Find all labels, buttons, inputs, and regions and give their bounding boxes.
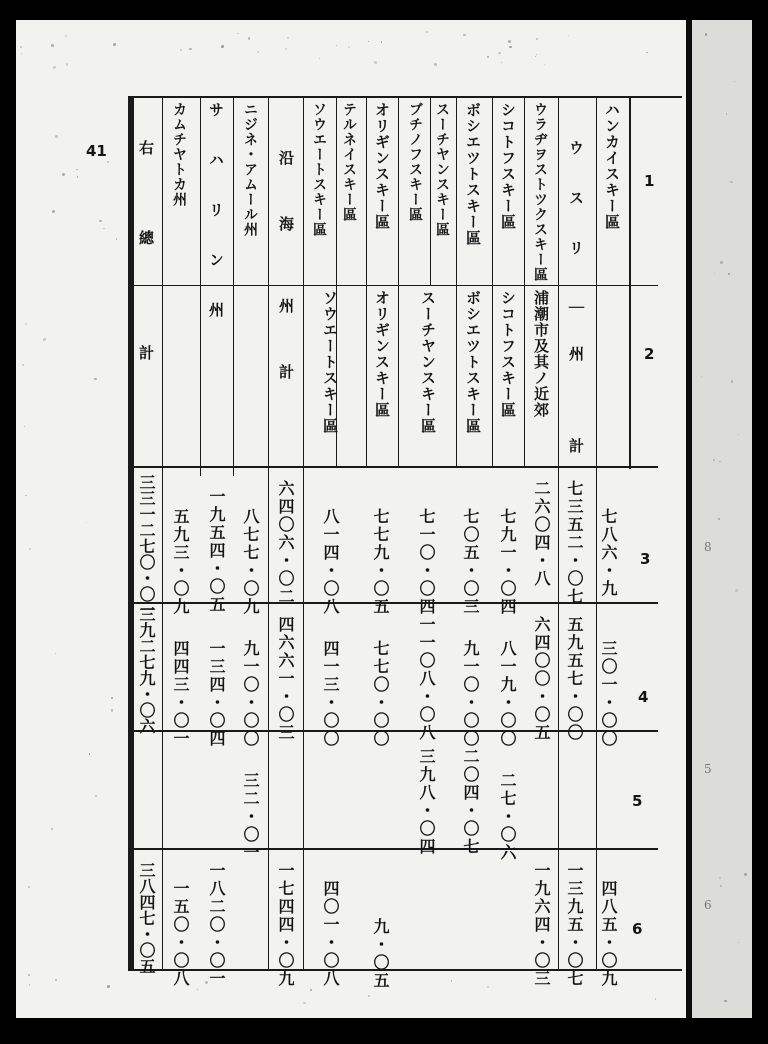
value-cell: 三九二七九・〇六 (137, 606, 156, 734)
value-cell: 一三九五・〇七 (565, 862, 584, 988)
scan-speck (24, 426, 25, 427)
value-cell: 四六六一・〇三 (276, 616, 295, 742)
scan-speck (720, 885, 722, 887)
row-label: サ ハ リ ン 州 (207, 102, 225, 327)
row-separator (398, 96, 399, 468)
row-separator (456, 96, 457, 468)
value-cell: 一五〇・〇八 (171, 880, 190, 988)
row-label: カムチヤトカ州 (171, 102, 187, 207)
col2-label: 浦潮市及其ノ近郊 (532, 290, 550, 418)
value-cell: 二七・〇六 (498, 772, 517, 862)
strip-mark: 5 (704, 762, 712, 776)
scan-speck (29, 984, 30, 985)
scan-speck (51, 44, 53, 46)
col2-label: 計 (277, 364, 295, 380)
scan-speck (197, 989, 198, 990)
row-label: ボシエツトスキー區 (464, 102, 482, 246)
scan-speck (248, 37, 250, 39)
row-label: ウラヂヲストツクスキー區 (532, 102, 548, 282)
value-cell: 七七九・〇五 (371, 508, 390, 616)
value-cell: 四一三・〇〇 (321, 640, 340, 748)
col2-label: シコトフスキー區 (499, 290, 517, 418)
value-cell: 七七〇・〇〇 (371, 640, 390, 748)
row-label: ウ ス リ (567, 140, 585, 265)
column-number: 1 (644, 172, 655, 190)
row-separator (366, 96, 367, 468)
value-cell: 三三一二七〇・〇一 (137, 474, 156, 618)
scan-speck (53, 66, 56, 69)
col2-label: 州 (277, 298, 295, 314)
scan-speck (65, 35, 67, 37)
strip-mark: 6 (704, 898, 712, 912)
scan-speck (55, 653, 56, 654)
col2-label: スーチヤンスキー區 (419, 290, 437, 434)
value-cell: 五九五七・〇〇 (565, 616, 584, 742)
value-cell: 四四三・〇一 (171, 640, 190, 748)
scan-speck (221, 45, 223, 47)
col2-label: ｜ 州 (567, 300, 585, 369)
scan-speck (728, 273, 729, 274)
scan-speck (705, 33, 708, 36)
row-label: スーチヤンスキー區 (434, 102, 450, 237)
row-separator (268, 96, 269, 971)
row-label: オリギンスキー區 (373, 102, 391, 230)
value-cell: 八一九・〇〇 (498, 640, 517, 748)
band-divider (128, 466, 658, 468)
scan-speck (94, 378, 97, 381)
scan-speck (107, 985, 110, 988)
column-number: 2 (644, 345, 655, 363)
scan-speck (701, 376, 702, 377)
scan-speck (726, 113, 727, 114)
value-cell: 一七四四・〇九 (276, 862, 295, 988)
strip-mark: 8 (704, 540, 712, 554)
scan-speck (738, 434, 739, 435)
scan-speck (237, 33, 239, 35)
value-cell: 二六〇四・八 (532, 480, 551, 588)
scan-speck (43, 338, 46, 341)
value-cell: 八一四・〇八 (321, 508, 340, 616)
value-cell: 七一〇・〇四 (417, 508, 436, 616)
column-number: 5 (632, 792, 643, 810)
scan-speck (735, 589, 738, 592)
value-cell: 六四〇〇・〇五 (532, 616, 551, 742)
scan-speck (21, 53, 22, 54)
scan-speck (720, 261, 722, 263)
page-number: 41 (86, 142, 107, 160)
scan-speck (718, 518, 720, 520)
value-cell: 八七七・〇九 (241, 508, 260, 616)
value-cell: 四〇一・〇八 (321, 880, 340, 988)
scan-speck (89, 753, 91, 755)
scan-speck (287, 37, 289, 39)
scan-speck (646, 52, 647, 53)
scan-speck (336, 45, 337, 46)
scan-speck (303, 1002, 306, 1005)
row-label: 總 (137, 230, 155, 246)
scan-speck (66, 63, 68, 65)
col2-label: ボシエツトスキー區 (464, 290, 482, 434)
row-label: テルネイスキー區 (341, 102, 357, 222)
value-cell: 一八二〇・〇一 (207, 862, 226, 988)
row-separator (430, 96, 431, 286)
col2-label: 計 (137, 345, 155, 361)
scan-speck (719, 877, 721, 879)
column-number: 4 (638, 688, 649, 706)
row-label: ニジネ・アムール州 (242, 102, 258, 237)
value-cell: 三二・〇一 (241, 772, 260, 862)
row-label: ブチノフスキー區 (407, 102, 423, 222)
next-page-strip (692, 20, 752, 1018)
value-cell: 三八四七・〇五 (137, 862, 156, 974)
value-cell: 三〇一・〇〇 (599, 640, 618, 748)
row-separator (596, 96, 597, 971)
row-label: ソウエートスキー區 (311, 102, 327, 237)
col2-label: 計 (567, 438, 585, 454)
row-label: シコトフスキー區 (499, 102, 517, 230)
scan-speck (744, 873, 746, 875)
value-cell: 三九八・〇四 (417, 748, 436, 856)
value-cell: 二〇四・〇七 (461, 748, 480, 856)
scan-speck (51, 828, 53, 830)
scan-speck (107, 161, 109, 163)
value-cell: 一九六四・〇三 (532, 862, 551, 988)
col2-label: ソウエートスキー區 (321, 290, 339, 434)
column-number: 6 (632, 920, 643, 938)
value-cell: 一三四・〇四 (207, 640, 226, 748)
value-cell: 一九五四・〇五 (207, 488, 226, 614)
band-divider (128, 848, 658, 850)
col2-label: オリギンスキー區 (373, 290, 391, 418)
row-separator (233, 96, 234, 476)
value-cell: 九・〇五 (371, 918, 390, 990)
row-label: 沿 海 (277, 150, 295, 249)
row-separator (558, 96, 559, 971)
scan-speck (111, 697, 113, 699)
col-number-divider (629, 96, 631, 469)
value-cell: 九一〇・〇〇 (461, 640, 480, 748)
table-top-border (128, 96, 682, 98)
table-left-border (128, 96, 134, 971)
scan-speck (501, 62, 502, 63)
row-separator (162, 96, 163, 971)
value-cell: 九一〇・〇〇 (241, 640, 260, 748)
row-separator (303, 96, 304, 971)
value-cell: 五九三・〇九 (171, 508, 190, 616)
row-label: ハンカイスキー區 (603, 102, 621, 230)
row-separator (524, 96, 525, 468)
value-cell: 七〇五・〇三 (461, 508, 480, 616)
value-cell: 一一〇八・〇八 (417, 616, 436, 742)
value-cell: 六四〇六・〇二 (276, 480, 295, 606)
row-label: 右 (137, 140, 155, 156)
scan-speck (348, 46, 350, 48)
scan-speck (189, 48, 191, 50)
value-cell: 七八六・九 (599, 508, 618, 598)
row-separator (200, 96, 201, 476)
scan-speck (25, 323, 27, 325)
row-separator (492, 96, 493, 468)
value-cell: 四八五・〇九 (599, 880, 618, 988)
scan-speck (76, 169, 77, 170)
scan-speck (29, 548, 30, 549)
value-cell: 七九一・〇四 (498, 508, 517, 616)
scan-speck (719, 461, 721, 463)
scan-speck (55, 135, 58, 138)
scan-speck (52, 210, 55, 213)
scan-speck (62, 173, 65, 176)
column-number: 3 (640, 550, 651, 568)
value-cell: 七三五二・〇七 (565, 480, 584, 606)
